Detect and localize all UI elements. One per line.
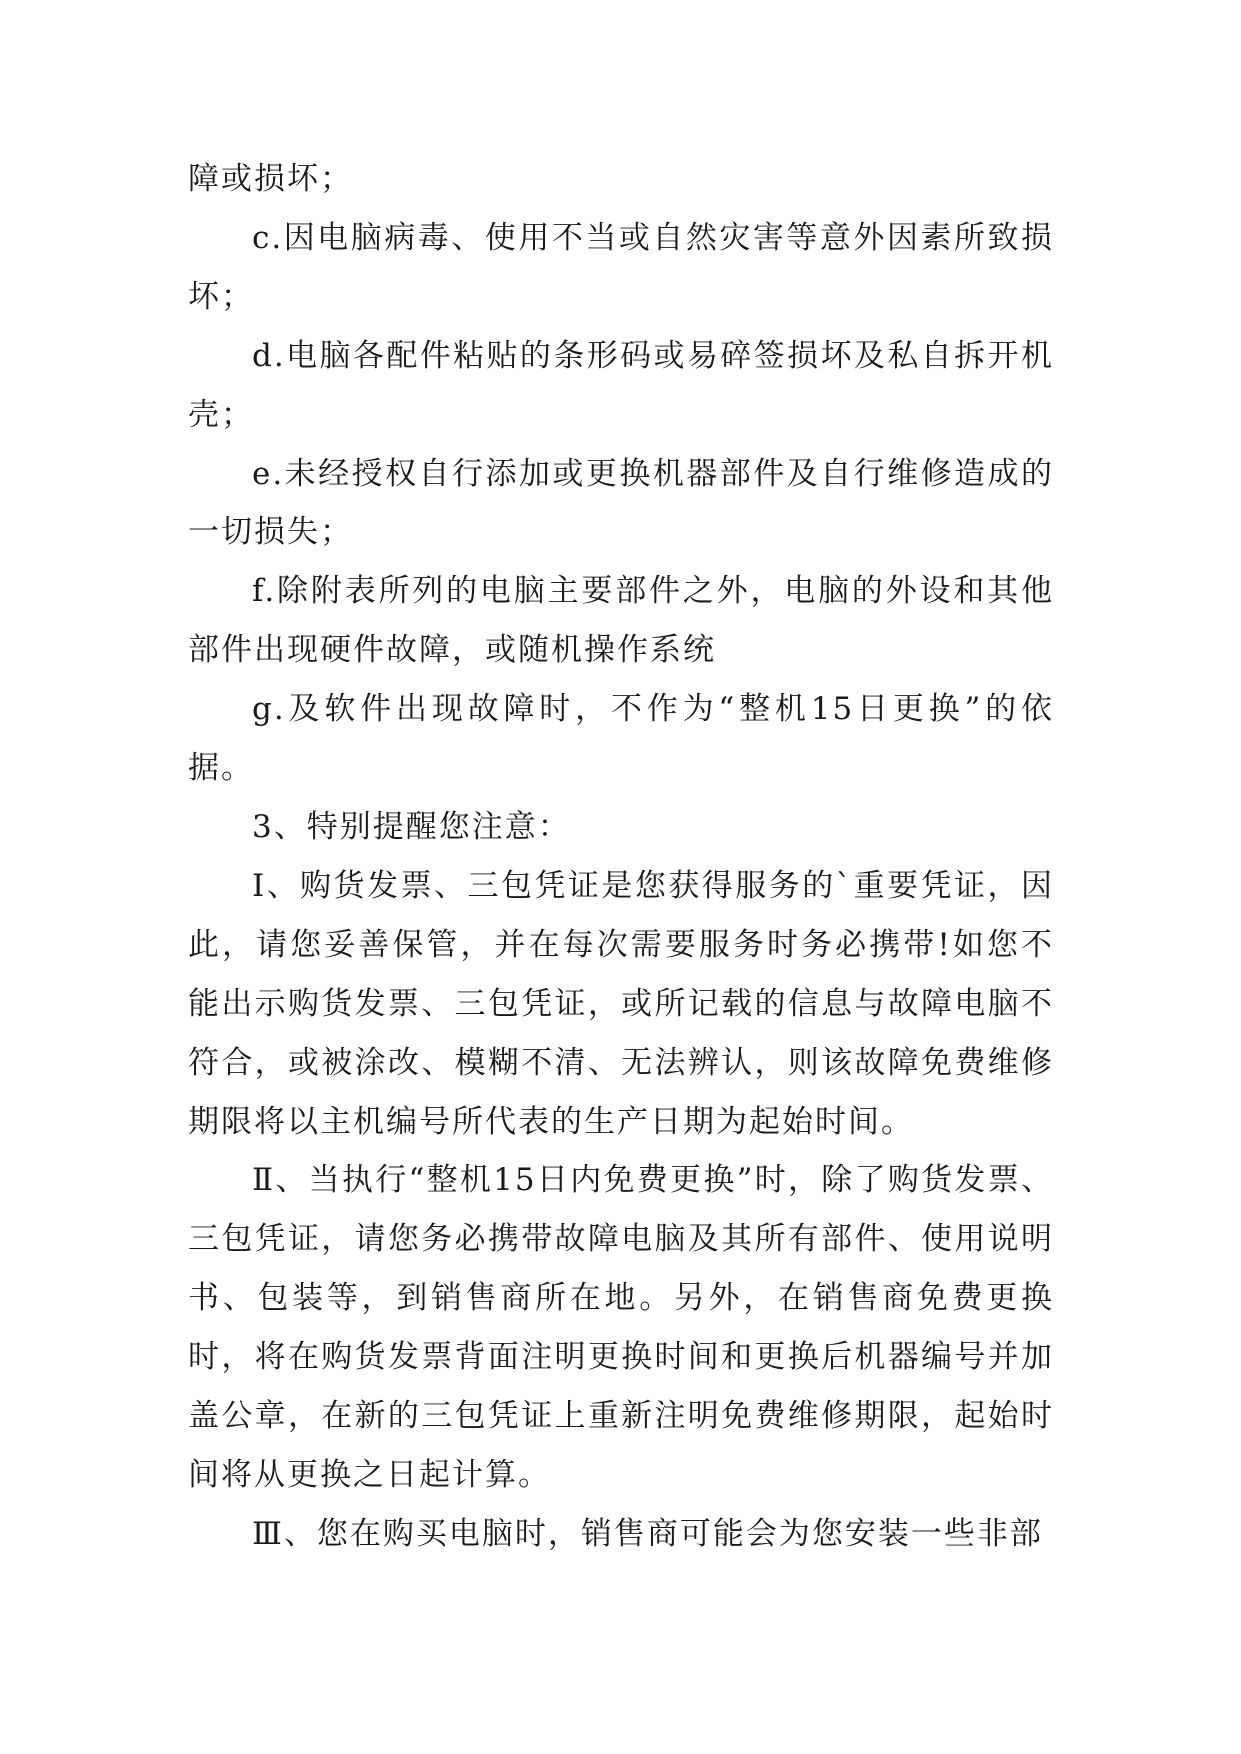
- paragraph-item-f: f.除附表所列的电脑主要部件之外，电脑的外设和其他部件出现硬件故障，或随机操作系统: [188, 573, 1054, 669]
- paragraph-note-2: Ⅱ、当执行“整机15日内免费更换”时，除了购货发票、三包凭证，请您务必携带故障电脑及其所有部件、使用说明书、包装等，到销售商所在地。另外，在销售商免费更换时，将在购货发票背面注明更换时间和更换后机器编号并加盖公章，在新的三包凭证上重新注明免费维修期限，起始时间将从更换之日起计算。: [188, 1162, 1054, 1493]
- paragraph-note-3: Ⅲ、您在购买电脑时，销售商可能会为您安装一些非部: [252, 1515, 1043, 1552]
- paragraph-item-c: c.因电脑病毒、使用不当或自然灾害等意外因素所致损坏；: [188, 219, 1054, 315]
- paragraph-continuation: 障或损坏；: [188, 161, 353, 197]
- document-body: [188, 150, 1054, 1564]
- paragraph-item-g: g.及软件出现故障时，不作为“整机15日更换”的依据。: [188, 691, 1054, 787]
- paragraph-item-d: d.电脑各配件粘贴的条形码或易碎签损坏及私自拆开机壳；: [188, 337, 1054, 433]
- paragraph-note-1: Ⅰ、购货发票、三包凭证是您获得服务的`重要凭证，因此，请您妥善保管，并在每次需要服务时务必携带!如您不能出示购货发票、三包凭证，或所记载的信息与故障电脑不符合，或被涂改、模糊不清、无法辨认，则该故障免费维修期限将以主机编号所代表的生产日期为起始时间。: [188, 867, 1054, 1140]
- paragraph-item-e: e.未经授权自行添加或更换机器部件及自行维修造成的一切损失；: [188, 455, 1054, 551]
- section-heading-3: 3、特别提醒您注意：: [252, 808, 571, 845]
